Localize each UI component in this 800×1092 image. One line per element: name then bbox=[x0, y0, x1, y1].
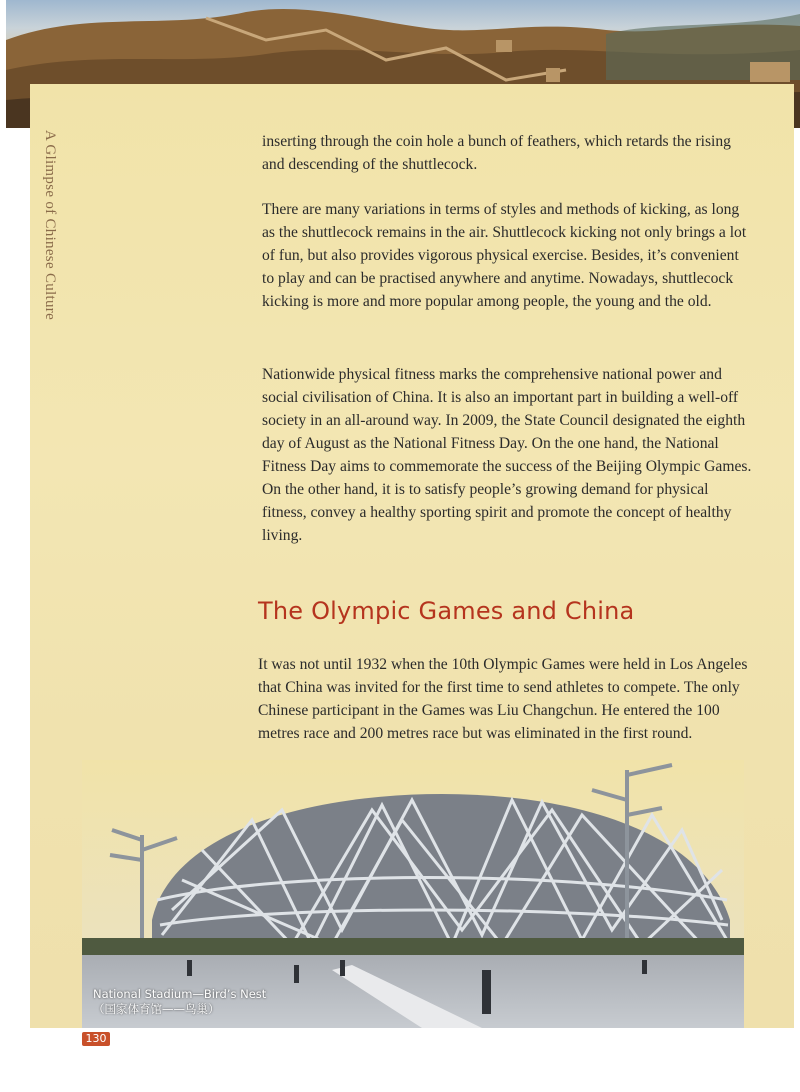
section-heading: The Olympic Games and China bbox=[258, 597, 635, 625]
caption-english: National Stadium—Bird’s Nest bbox=[93, 987, 267, 1001]
caption-chinese: （国家体育馆——鸟巢） bbox=[93, 1002, 220, 1016]
page-number-badge: 130 bbox=[82, 1032, 110, 1046]
photo-caption bbox=[93, 987, 266, 1017]
paragraph-shuttlecock-feathers: inserting through the coin hole a bunch of feathers, which retards the rising and descending of the shuttlecock. bbox=[262, 133, 731, 173]
paragraph-shuttlecock-variations: There are many variations in terms of styles and methods of kicking, as long as the shuttlecock remains in the air. Shuttlecock kicking not only brings a lot of fun, but also provides vigorous physical exercise. Besides, it’s convenient to play and can be practised anywhere and anytime. Nowadays, shuttlecock kicking is more and more popular among people, the young and the old. bbox=[262, 201, 747, 310]
running-head-side-label: A Glimpse of Chinese Culture bbox=[42, 130, 58, 321]
paragraph-olympic-history: It was not until 1932 when the 10th Olympic Games were held in Los Angeles that China was invited for the first time to send athletes to compete. The only Chinese participant in the Games was Liu Changchun. He entered the 100 metres race and 200 metres race but was eliminated in the first round. bbox=[258, 656, 748, 742]
paragraph-national-fitness: Nationwide physical fitness marks the comprehensive national power and social civilisation of China. It is also an important part in building a well-off society in an all-around way. In 2009, the State Council designated the eighth day of August as the National Fitness Day. On the one hand, the National Fitness Day aims to commemorate the success of the Beijing Olympic Games. On the other hand, it is to satisfy people’s growing demand for physical fitness, convey a healthy sporting spirit and promote the concept of healthy living. bbox=[262, 366, 752, 544]
